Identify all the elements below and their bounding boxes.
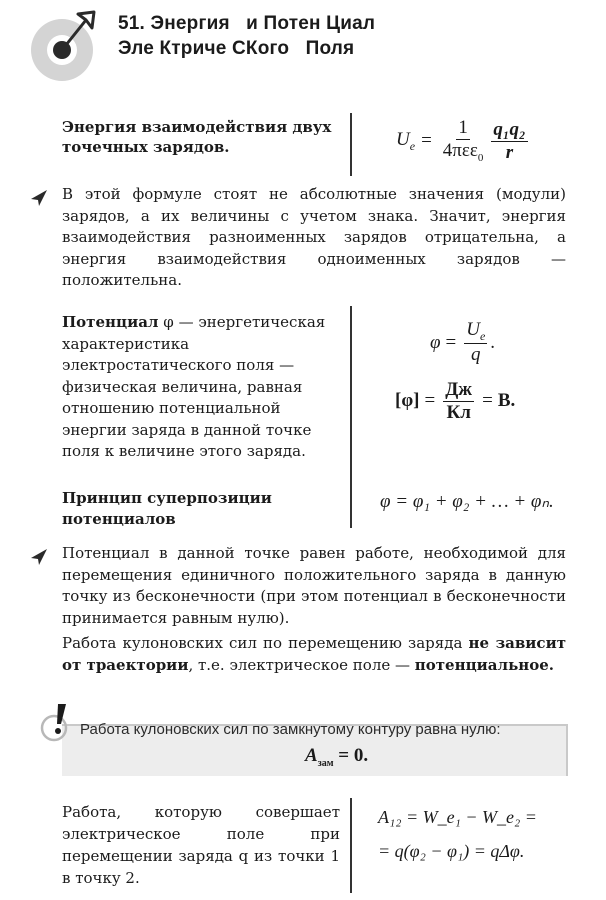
pointer-bullet-icon	[30, 548, 48, 566]
signed-charges-note: В этой формуле стоят не абсолютные значения (модули) зарядов, а их величины с учетом знака. Значит, энергия взаимодействия разноименных зарядов отрицательна, а энергия взаимодействия одноименных зарядов — положительна.	[62, 185, 566, 289]
superposition-label: Принцип суперпозиции потенциалов	[62, 489, 272, 528]
potential-unit-formula: [φ] = $\frac{Дж}{Кл}$ = В .	[395, 379, 516, 423]
work-formula-line1: A₁₂ = W_e₁ − W_e₂ =	[378, 807, 537, 827]
work-definition: Работа, которую совершает электрическое поле при перемещении заряда q из точки 1 в точку 2.	[62, 803, 340, 887]
pointer-bullet-icon	[30, 189, 48, 207]
potential-formula: φ = $\frac{U_e}{q}$ .	[430, 319, 496, 366]
divider-1	[350, 113, 352, 176]
interaction-energy-label: Энергия взаимодействия двух точечных зарядов.	[62, 118, 332, 156]
potential-term: Потенциал	[62, 313, 159, 331]
path-independence-note: Работа кулоновских сил по перемещению заряда не зависит от траектории, т.е. электрическое поле — потенциальное.	[62, 634, 566, 674]
divider-3	[350, 798, 352, 893]
superposition-formula: φ = φ₁ + φ₂ + … + φₙ.	[380, 491, 554, 512]
header-title-line2: Эле Ктриче СКого Поля	[118, 38, 355, 59]
potential-meaning-note: Потенциал в данной точке равен работе, необходимой для перемещения единичного положительного заряда в данную точку из бесконечности (при этом потенциал в бесконечности принимается равным нулю).	[62, 544, 566, 627]
exclamation-icon	[40, 702, 74, 742]
closed-loop-formula: $A_{зам} = 0$.	[305, 745, 369, 769]
divider-2	[350, 306, 352, 528]
closed-loop-text: Работа кулоновских сил по замкнутому контуру равна нулю:	[80, 721, 501, 738]
interaction-energy-formula: $U_e$ = $\frac{1}{4\pi\varepsilon\varepsilon_0}$ $\frac{\text{q₁q₂}}{r}$	[396, 117, 526, 164]
work-formula-line2: = q(φ₂ − φ₁) = qΔφ.	[378, 841, 525, 861]
header-title-line1: 51. Энергия и Потен Циал	[118, 13, 376, 34]
section-logo-icon	[28, 10, 100, 82]
potential-definition: Потенциал φ — энергетическая характеристика электростатического поля — физическая величина, равная отношению потенциальной энергии заряда в данной точке поля к величине этого заряда.	[62, 313, 326, 460]
section-number: 51.	[118, 13, 146, 34]
